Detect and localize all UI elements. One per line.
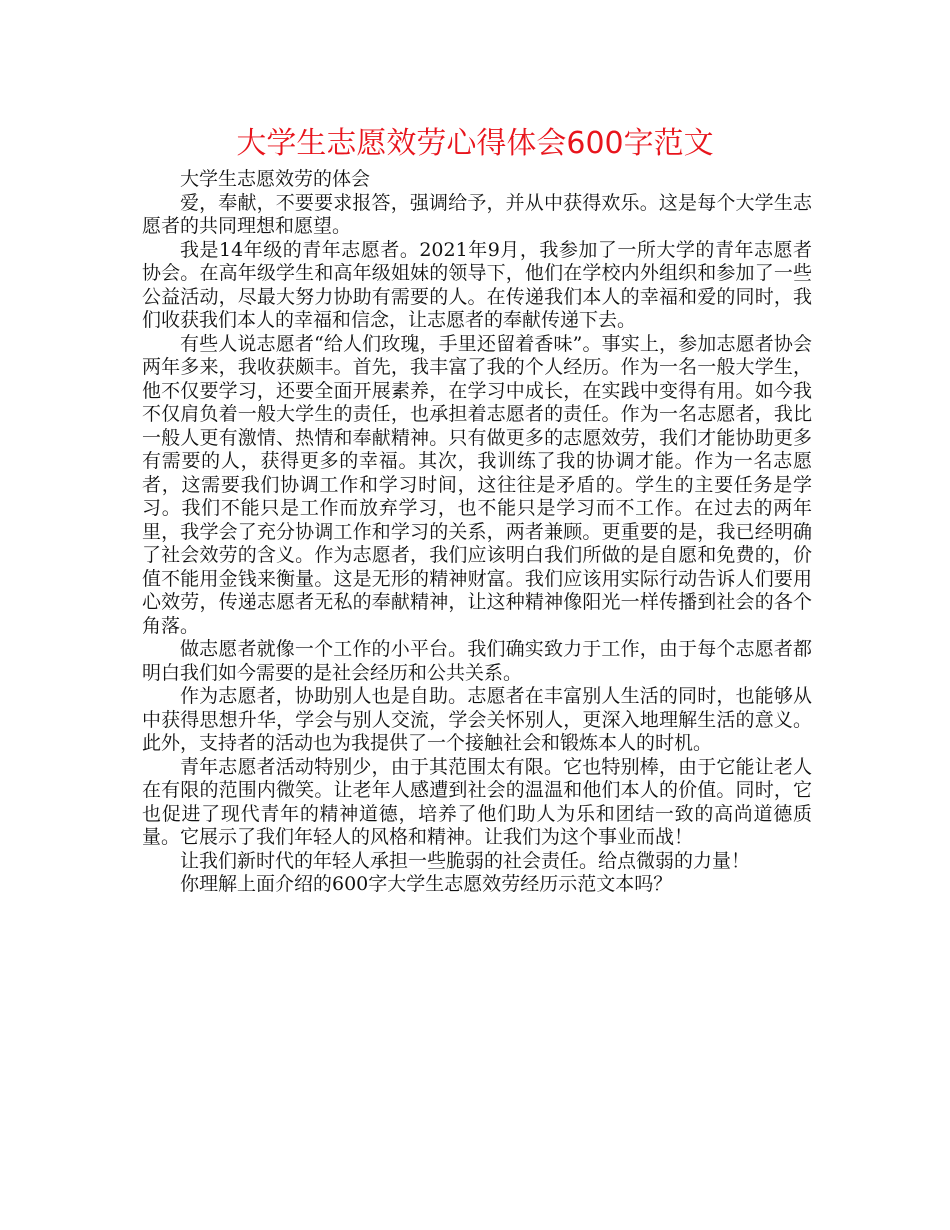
paragraph: 让我们新时代的年轻人承担一些脆弱的社会责任。给点微弱的力量！ — [180, 849, 751, 872]
paragraph: 我是14年级的青年志愿者。2021年9月，我参加了一所大学的青年志愿者协会。在高年级学生和高年级姐妹的领导下，他们在学校内外组织和参加了一些公益活动，尽最大努力协助有需要的人。在传递我们本人的幸福和爱的同时，我们收获我们本人的幸福和信念，让志愿者的奉献传递下去。 — [142, 238, 812, 331]
paragraph: 你理解上面介绍的600字大学生志愿效劳经历示范文本吗？ — [180, 873, 673, 895]
paragraph: 有些人说志愿者“给人们玫瑰，手里还留着香味”。事实上，参加志愿者协会两年多来，我收获颇丰。首先，我丰富了我的个人经历。作为一名一般大学生，他不仅要学习，还要全面开展素养，在学习中成长，在实践中变得有用。如今我不仅肩负着一般大学生的责任，也承担着志愿者的责任。作为一名志愿者，我比一般人更有激情、热情和奉献精神。只有做更多的志愿效劳，我们才能协助更多有需要的人，获得更多的幸福。其次，我训练了我的协调才能。作为一名志愿者，这需要我们协调工作和学习时间，这往往是矛盾的。学生的主要任务是学习。我们不能只是工作而放弃学习，也不能只是学习而不工作。在过去的两年里，我学会了充分协调工作和学习的关系，两者兼顾。更重要的是，我已经明确了社会效劳的含义。作为志愿者，我们应该明白我们所做的是自愿和免费的，价值不能用金钱来衡量。这是无形的精神财富。我们应该用实际行动告诉人们要用心效劳，传递志愿者无私的奉献精神，让这种精神像阳光一样传播到社会的各个角落。 — [142, 332, 812, 637]
document-body — [142, 168, 812, 897]
paragraph-subtitle: 大学生志愿效劳的体会 — [180, 168, 371, 190]
document-title: 大学生志愿效劳心得体会600字范文 — [236, 126, 714, 161]
paragraph: 青年志愿者活动特别少，由于其范围太有限。它也特别棒，由于它能让老人在有限的范围内微笑。让老年人感遭到社会的温温和他们本人的价值。同时，它也促进了现代青年的精神道德，培养了他们助人为乐和团结一致的高尚道德质量。它展示了我们年轻人的风格和精神。让我们为这个事业而战！ — [142, 755, 812, 848]
paragraph: 作为志愿者，协助别人也是自助。志愿者在丰富别人生活的同时，也能够从中获得思想升华，学会与别人交流，学会关怀别人，更深入地理解生活的意义。此外，支持者的活动也为我提供了一个接触社会和锻炼本人的时机。 — [142, 685, 812, 754]
paragraph: 爱，奉献，不要要求报答，强调给予，并从中获得欢乐。这是每个大学生志愿者的共同理想和愿望。 — [142, 191, 812, 237]
paragraph: 做志愿者就像一个工作的小平台。我们确实致力于工作，由于每个志愿者都明白我们如今需要的是社会经历和公共关系。 — [142, 638, 812, 684]
